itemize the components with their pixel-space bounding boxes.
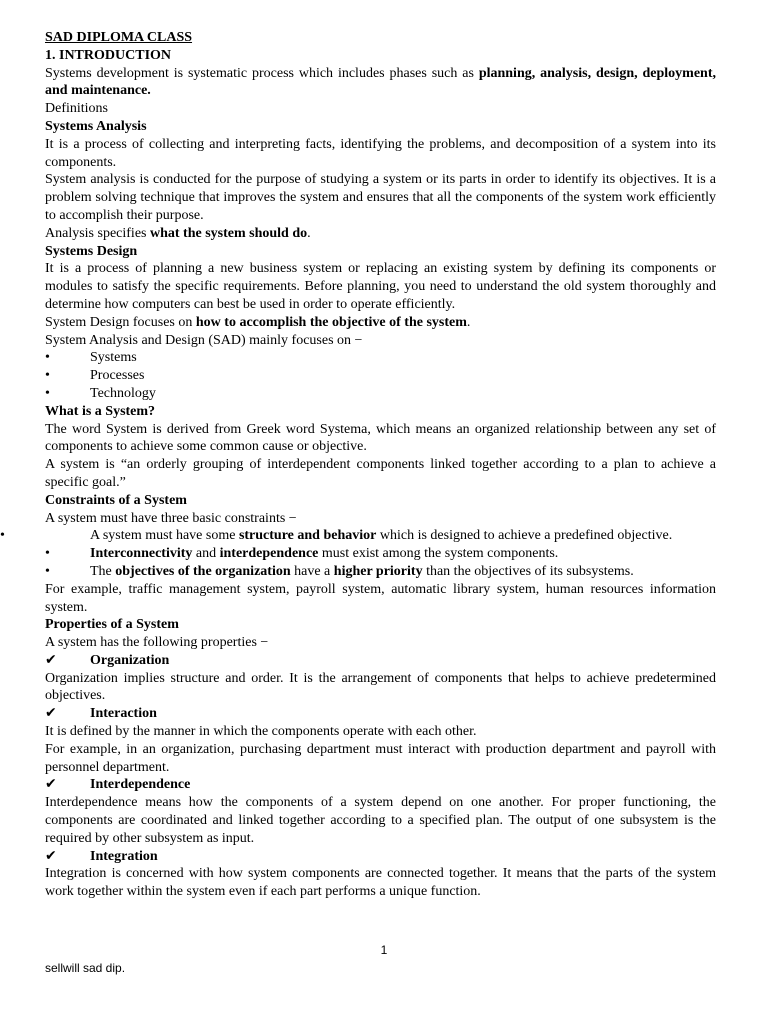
design-focus-paragraph: System Design focuses on how to accomplish the objective of the system. [45, 314, 471, 330]
list-item: • The objectives of the organization have a higher priority than the objectives of its subsystems. [45, 563, 634, 579]
property-heading-interdependence: ✔ Interdependence [45, 776, 191, 793]
constraints-example: For example, traffic management system, payroll system, automatic library system, human resources information system. [45, 581, 716, 615]
heading-systems-analysis: Systems Analysis [45, 118, 147, 134]
property-heading-organization: ✔ Organization [45, 651, 170, 668]
list-item: • Processes [45, 368, 145, 384]
document-page [0, 29, 716, 901]
sad-focus-paragraph: System Analysis and Design (SAD) mainly focuses on − [45, 332, 363, 348]
property-paragraph: Integration is concerned with how system components are connected together. It means that the parts of the system work together within the system even if each part performs a unique function. [45, 866, 716, 900]
heading-properties: Properties of a System [45, 617, 179, 633]
property-paragraph: Interdependence means how the components of a system depend on one another. For proper functioning, the components are coordinated and linked together according to a specified plan. The output of one subsystem is the required by other subsystem as input. [45, 795, 716, 846]
list-item: • Technology [45, 385, 156, 401]
bullet-icon: • [45, 350, 50, 366]
intro-paragraph: Systems development is systematic process which includes phases such as planning, analysis, design, deployment, and maintenance. [45, 65, 716, 99]
checkmark-icon: ✔ [45, 847, 57, 864]
property-heading-interaction: ✔ Interaction [45, 705, 157, 722]
heading-constraints: Constraints of a System [45, 492, 187, 508]
design-paragraph: It is a process of planning a new business system or replacing an existing system by defining its components or modules to satisfy the specific requirements. Before planning, you need to understand the old system thoroughly and determine how computers can best be used in order to operate efficiently. [45, 261, 716, 312]
property-heading-integration: ✔ Integration [45, 847, 158, 864]
list-item: • Systems [45, 350, 137, 366]
page-footer: sellwill sad dip. [45, 961, 126, 975]
bullet-icon: • [45, 368, 50, 384]
analysis-paragraph: System analysis is conducted for the purpose of studying a system or its parts in order to identify its objectives. It is a problem solving technique that improves the system and ensures that all the components of the system work efficiently to accomplish their purpose. [45, 172, 716, 223]
bullet-icon: • [45, 385, 50, 401]
analysis-paragraph: It is a process of collecting and interpreting facts, identifying the problems, and decomposition of a system into its components. [45, 136, 716, 170]
list-item: • A system must have some structure and behavior which is designed to achieve a predefined objective. [0, 528, 673, 544]
document-title: SAD DIPLOMA CLASS [45, 30, 193, 45]
properties-intro: A system has the following properties − [45, 635, 269, 651]
checkmark-icon: ✔ [45, 651, 57, 668]
page-number: 1 [380, 943, 388, 957]
property-paragraph: For example, in an organization, purchasing department must interact with production department and payroll with personnel department. [45, 741, 716, 775]
definitions-label: Definitions [45, 101, 108, 117]
heading-what-is-system: What is a System? [45, 403, 156, 419]
bullet-icon: • [45, 563, 50, 579]
property-paragraph: It is defined by the manner in which the components operate with each other. [45, 724, 477, 740]
checkmark-icon: ✔ [45, 776, 57, 793]
system-paragraph: A system is “an orderly grouping of interdependent components linked together according to a plan to achieve a specific goal.” [45, 457, 716, 490]
property-paragraph: Organization implies structure and order. It is the arrangement of components that helps to achieve predetermined objectives. [45, 670, 716, 704]
bullet-icon: • [0, 528, 5, 544]
heading-systems-design: Systems Design [45, 243, 138, 259]
analysis-specifies-paragraph: Analysis specifies what the system should do. [45, 225, 311, 241]
checkmark-icon: ✔ [45, 705, 57, 722]
list-item: • Interconnectivity and interdependence must exist among the system components. [45, 546, 559, 562]
section-heading-introduction: 1. INTRODUCTION [45, 47, 172, 63]
bullet-icon: • [45, 546, 50, 562]
system-paragraph: The word System is derived from Greek word Systema, which means an organized relationship between any set of components to achieve some common cause or objective. [45, 421, 716, 455]
constraints-intro: A system must have three basic constraints − [45, 510, 297, 526]
